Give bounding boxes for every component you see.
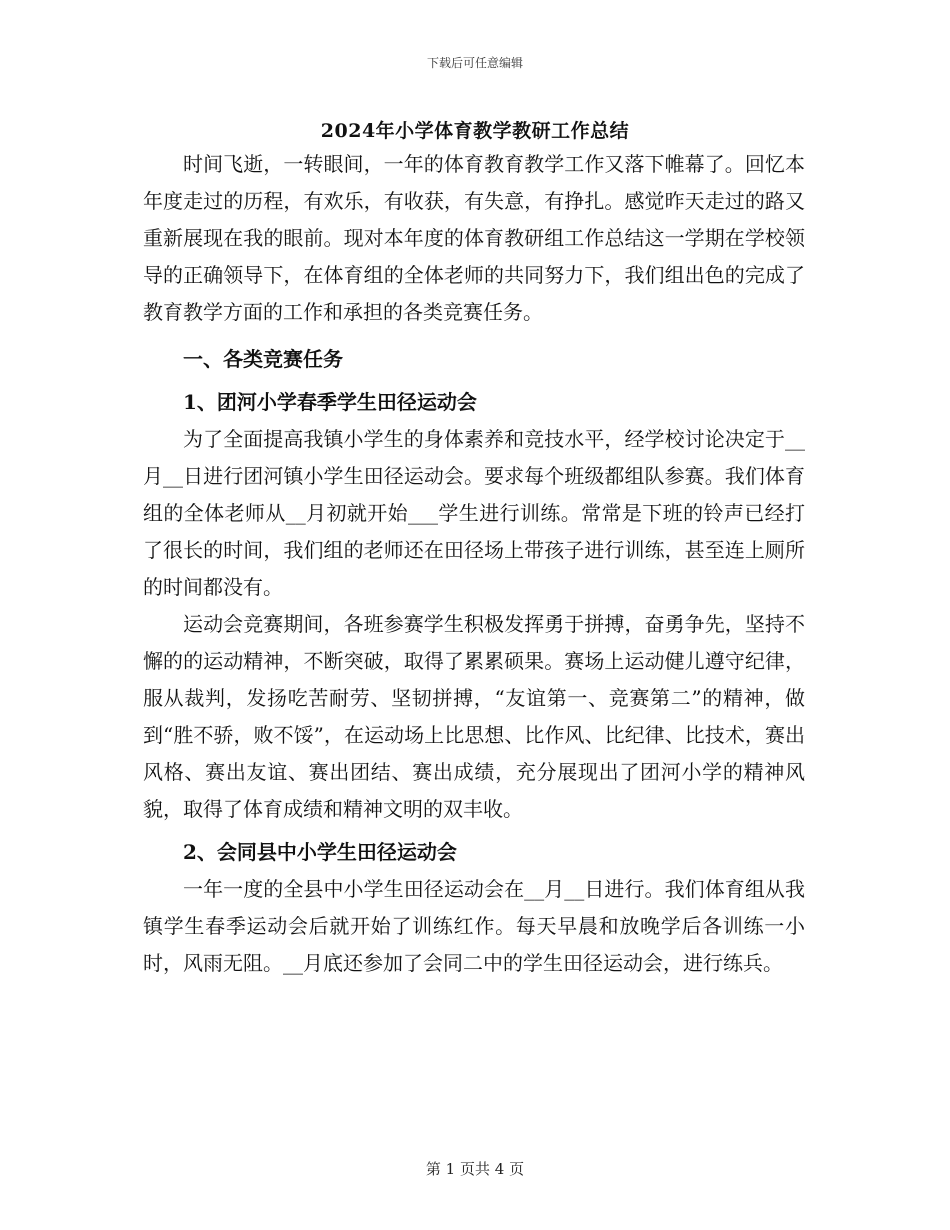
page-footer: 第 1 页共 4 页 (425, 1160, 525, 1178)
document-title: 2024年小学体育教学教研工作总结 (320, 120, 630, 142)
section-heading-competitions: 一、各类竞赛任务 (183, 347, 343, 371)
county-meet-paragraph-1: 一年一度的全县中小学生田径运动会在__月__日进行。我们体育组从我镇学生春季运动会后就开始了训练红作。每天早晨和放晚学后各训练一小时，风雨无阻。__月底还参加了会同二中的学生田径运动会，进行练兵。 (143, 877, 805, 975)
document-body (143, 146, 805, 982)
subsection-heading-spring-meet: 1、团河小学春季学生田径运动会 (183, 390, 477, 414)
spring-meet-paragraph-1: 为了全面提高我镇小学生的身体素养和竞技水平，经学校讨论决定于__月__日进行团河镇小学生田径运动会。要求每个班级都组队参赛。我们体育组的全体老师从__月初就开始___学生进行训练。常常是下班的铃声已经打了很长的时间，我们组的老师还在田径场上带孩子进行训练，甚至连上厕所的时间都没有。 (143, 427, 805, 599)
spring-meet-paragraph-2: 运动会竞赛期间，各班参赛学生积极发挥勇于拼搏，奋勇争先，坚持不懈的的运动精神，不断突破，取得了累累硕果。赛场上运动健儿遵守纪律，服从裁判，发扬吃苦耐劳、坚韧拼搏，“友谊第一、竞赛第二”的精神，做到“胜不骄，败不馁”，在运动场上比思想、比作风、比纪律、比技术，赛出风格、赛出友谊、赛出团结、赛出成绩，充分展现出了团河小学的精神风貌，取得了体育成绩和精神文明的双丰收。 (143, 612, 805, 821)
page-header-note: 下载后可任意编辑 (426, 56, 523, 70)
subsection-heading-county-meet: 2、会同县中小学生田径运动会 (183, 840, 457, 864)
intro-paragraph: 时间飞逝，一转眼间，一年的体育教育教学工作又落下帷幕了。回忆本年度走过的历程，有欢乐，有收获，有失意，有挣扎。感觉昨天走过的路又重新展现在我的眼前。现对本年度的体育教研组工作总结这一学期在学校领导的正确领导下，在体育组的全体老师的共同努力下，我们组出色的完成了教育教学方面的工作和承担的各类竞赛任务。 (143, 152, 805, 324)
